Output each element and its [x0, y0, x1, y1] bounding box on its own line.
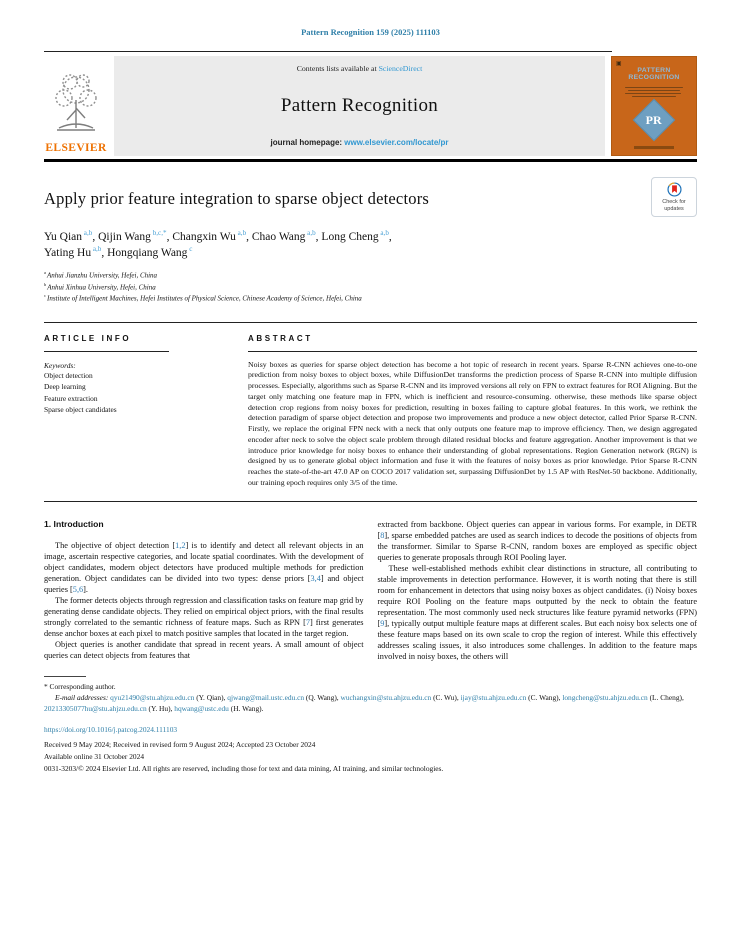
journal-reference: Pattern Recognition 159 (2025) 111103	[301, 27, 440, 37]
received-line: Received 9 May 2024; Received in revised form 9 August 2024; Accepted 23 October 2024	[44, 740, 316, 750]
check-for-updates-badge[interactable]	[651, 177, 697, 217]
badge-label: Check for updates	[662, 199, 686, 212]
info-abstract-bottom-rule	[44, 501, 697, 502]
body-paragraph: The former detects objects through regression and classification tasks on feature map grid by generating dense candidate objects. They relied on empirical object priors, with the final results strongly correlated to the semantic richness of feature maps. Such as RPN [7] first generates dense anchor boxes at each pixel to match positive samples that located in the target region.	[44, 596, 364, 639]
copyright-line: 0031-3203/© 2024 Elsevier Ltd. All rights are reserved, including those for text and data mining, AI training, and similar technologies.	[44, 764, 444, 774]
keyword-item: Object detection	[44, 370, 93, 380]
email-addresses: E-mail addresses: qyu21490@stu.ahjzu.edu.cn (Y. Qian), qjwang@mail.ustc.edu.cn (Q. Wang), wuchangxin@stu.ahjzu.edu.cn (C. Wu), ijay@stu.ahjzu.edu.cn (C. Wang), longcheng@stu.ahjzu.edu.cn (L. Cheng), 20213305077hu@stu.ahjzu.edu.cn (Y. Hu), hqwang@ustc.edu (H. Wang).	[44, 693, 684, 714]
corresponding-author-note: * Corresponding author.	[44, 682, 116, 692]
body-paragraph: These well-established methods exhibit clear distinctions in structure, all contributing to stable improvements in detection performance. However, it is worth noting that there is still room for enhancement in detectors that using noisy boxes as object candidates. (i) Noisy boxes require ROI Pooling on the feature maps outputted by the neck to obtain the feature representation. The most commonly used neck structures like feature pyramid networks (FPN) [9], typically output multiple feature maps at different scales. But each noisy box selects one of these feature maps based on its own scale to crop the region of interest. While this effectively addresses scaling issues, it also introduces some challenges. In addition to the feature maps involved in noisy boxes, the others will	[377, 563, 697, 662]
affiliations	[44, 270, 697, 305]
article-info-underline	[44, 351, 169, 352]
article-info-heading: ARTICLE INFO	[44, 333, 132, 343]
elsevier-tree-icon	[49, 70, 103, 142]
article-history	[44, 739, 697, 762]
body-paragraph: Object queries is another candidate that spread in recent years. A small amount of object queries can detect objects from features that	[44, 640, 364, 661]
elsevier-logo[interactable]	[44, 56, 108, 156]
masthead	[44, 56, 697, 156]
top-divider	[44, 51, 612, 52]
masthead-heavy-rule	[44, 159, 697, 162]
journal-homepage-link[interactable]: www.elsevier.com/locate/pr	[344, 138, 449, 147]
cover-pr-diamond	[633, 99, 675, 141]
body-right-column	[378, 519, 698, 662]
journal-name: Pattern Recognition	[280, 94, 439, 116]
available-online-line: Available online 31 October 2024	[44, 751, 145, 761]
authors-line-2: Yating Hu $^{a,b}$, Hongqiang Wang $^c$	[44, 245, 193, 260]
article-title: Apply prior feature integration to sparse object detectors	[44, 189, 430, 208]
article-info-column	[44, 334, 212, 489]
body-paragraph: extracted from backbone. Object queries can appear in various forms. For example, in DETR [8], sparse embedded patches are used as search indices to decode the positions of objects from the transformer. Similar to Sparse R-CNN, random boxes are employed as specific object queries to generate proposals through ROI Pooling layer.	[377, 519, 697, 562]
section-heading-introduction: 1. Introduction	[44, 518, 104, 529]
affiliation-b: $^b$ Anhui Xinhua University, Hefei, China	[44, 281, 156, 292]
abstract-column	[248, 334, 697, 489]
affiliation-a: $^a$ Anhui Jianzhu University, Hefei, China	[44, 270, 158, 280]
homepage-line: journal homepage: www.elsevier.com/locate/pr	[270, 138, 449, 147]
crossmark-icon	[667, 182, 682, 197]
keyword-item: Sparse object candidates	[44, 405, 117, 415]
cover-monogram: PR	[646, 112, 662, 127]
elsevier-wordmark: ELSEVIER	[45, 142, 107, 154]
cover-footer-bar	[634, 146, 674, 149]
abstract-underline	[248, 351, 697, 352]
journal-cover-thumbnail[interactable]	[611, 56, 697, 156]
sciencedirect-link[interactable]: ScienceDirect	[378, 64, 423, 73]
journal-banner	[114, 56, 605, 156]
footnote-rule	[44, 676, 86, 677]
affiliation-c: $^c$ Institute of Intelligent Machines, Hefei Institutes of Physical Science, Chinese Academy of Science, Hefei, China	[44, 293, 362, 303]
cover-title: PATTERN RECOGNITION	[628, 67, 680, 82]
info-abstract-top-rule	[44, 322, 697, 323]
keyword-item: Deep learning	[44, 382, 86, 392]
keywords-label: Keywords:	[44, 360, 76, 370]
author-list	[44, 229, 697, 261]
contents-line: Contents lists available at ScienceDirect	[296, 64, 423, 73]
authors-line-1: Yu Qian $^{a,b}$, Qijin Wang $^{b,c,*}$, Changxin Wu $^{a,b}$, Chao Wang $^{a,b}$, Long Cheng $^{a,b}$,	[44, 229, 392, 243]
body-paragraph: The objective of object detection [1,2] is to identify and detect all relevant objects in an image, ascertain respective categories, and locate spatial coordinates. With the development of object candidates, modern object detectors have produced multiple methods for prediction generation. Object candidates can be divided into two types: dense priors [3,4] and object queries [5,6].	[44, 541, 364, 595]
body-left-column	[44, 519, 364, 662]
keyword-item: Feature extraction	[44, 393, 98, 403]
abstract-text: Noisy boxes as queries for sparse object detection has become a hot topic of research in recent years. Sparse R-CNN achieves one-to-one prediction from noisy boxes to object boxes, while DiffusionDet transforms the prediction process of Sparse R-CNN into multiple diffusion processes. Especially, algorithms such as Sparse R-CNN and its improved versions all rely on FPN to extract features for ROI Aligning. But the target only matching one feature map in FPN, which is inefficient and resource-consuming. otherwise, these methods like sparse object detection crop regions from noisy boxes for prediction, resulting in boxes failing to capture global features. In this work, we rethink the detection paradigm of sparse object detection and propose two improvements and produce a new object detector, called Prior Sparse R-CNN. Firstly, we replace the original FPN neck with a neck that only outputs one feature map to improve efficiency. Then, we design aggregated encoder after neck to solve the object scale problem through dilated residual blocks and feature aggregation. Another improvement is that we introduce prior knowledge for noisy boxes to enhance their understanding of global representations. Region Generation network (RGN) is designed by us to generate global object information and fuse it with the features of noisy boxes as prior knowledge. Prior Sparse R-CNN reaches the state-of-the-art 47.0 AP on COCO 2017 validation set, surpassing DiffusionDet by 1.5 AP with ResNet-50 backbone. Additionally, our training epoch requires only 3/5 of the time.	[248, 359, 697, 487]
cover-corner-glyph: ▣	[616, 61, 622, 67]
abstract-heading: ABSTRACT	[248, 333, 313, 343]
cover-text-lines	[625, 87, 683, 97]
doi-link[interactable]: https://doi.org/10.1016/j.patcog.2024.111103	[44, 725, 178, 735]
